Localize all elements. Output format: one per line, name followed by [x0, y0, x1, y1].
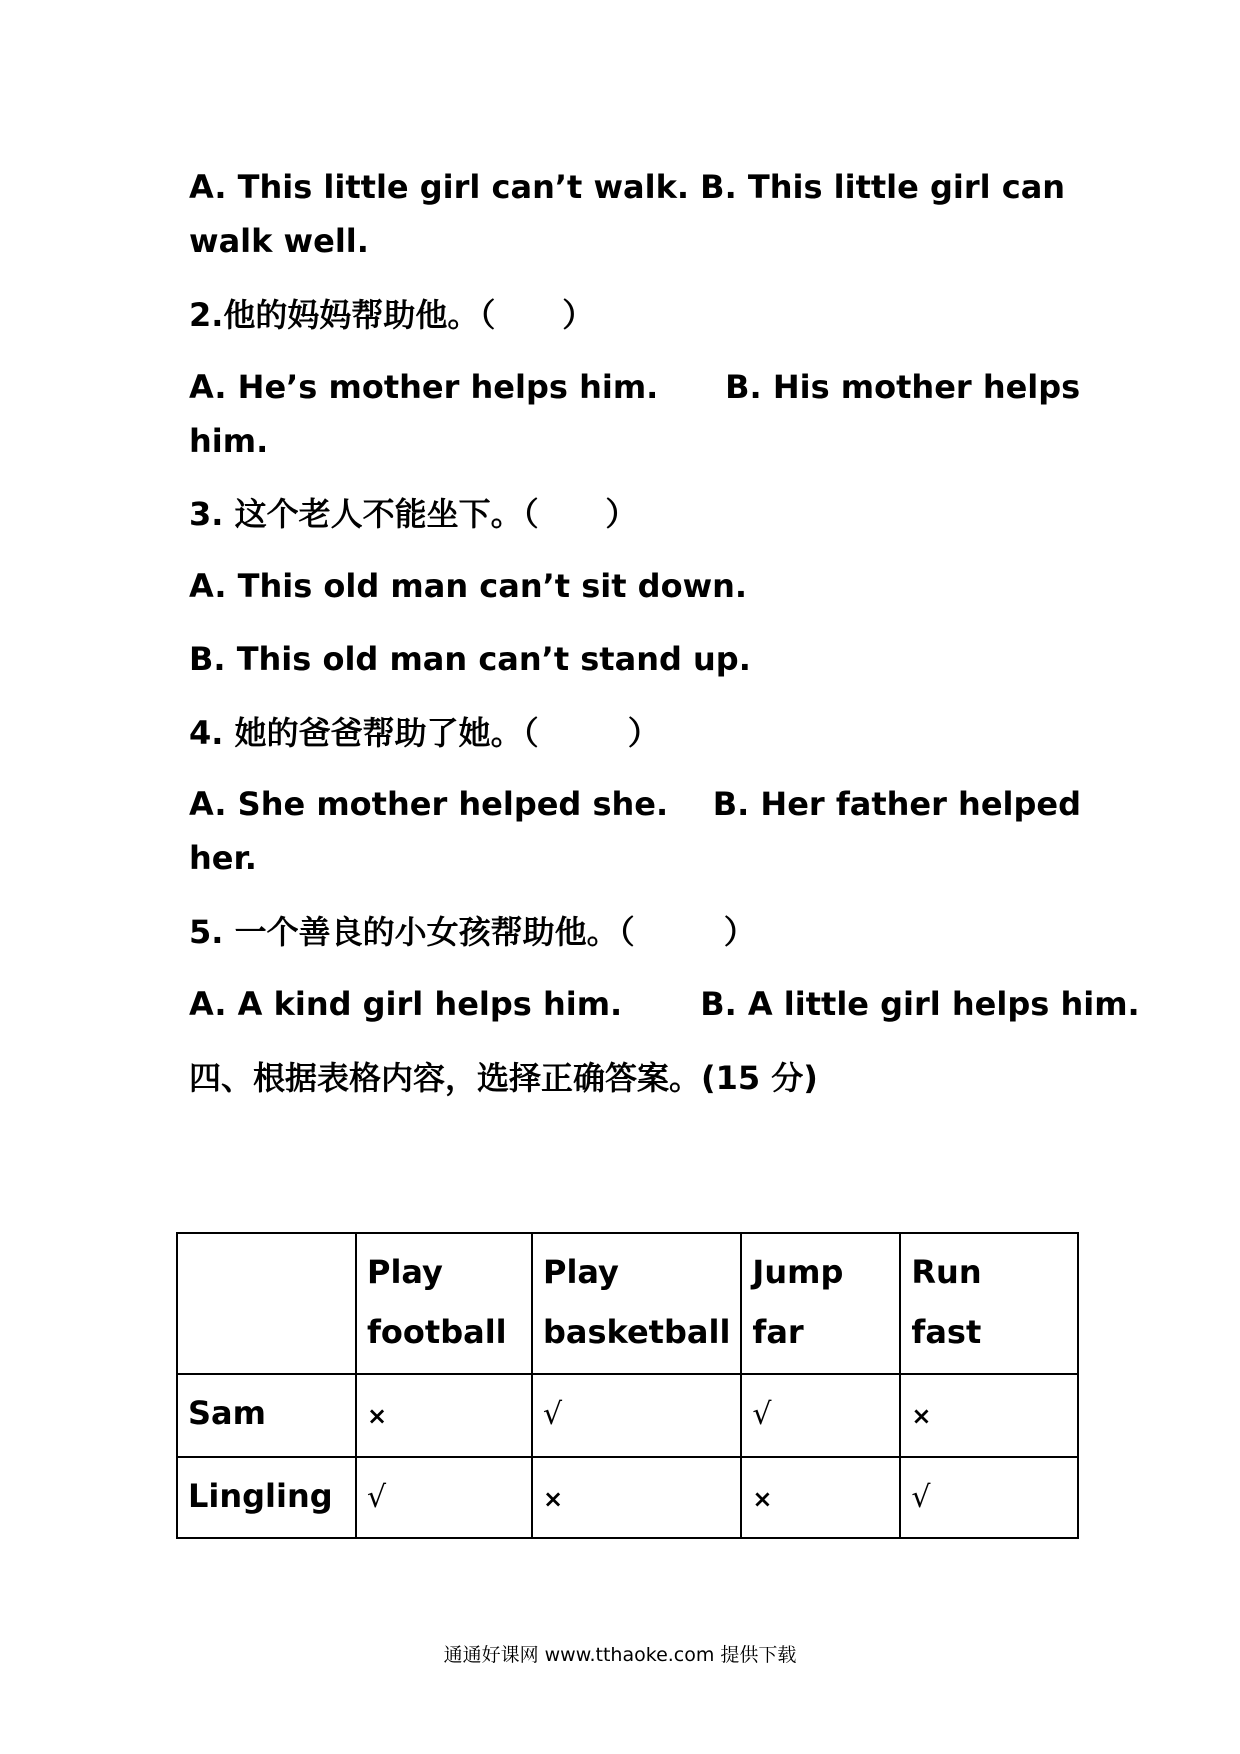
section-four-heading: 四、根据表格内容，选择正确答案。(15 分) — [189, 1059, 818, 1097]
table-row — [177, 1374, 1078, 1457]
q1-options-line-1: A. This little girl can’t walk. B. This little girl can — [189, 168, 1066, 206]
q4-options-line-1: A. She mother helped she. B. Her father helped — [189, 785, 1081, 823]
check-mark: √ — [367, 1480, 387, 1515]
check-mark: √ — [911, 1480, 931, 1515]
q4-options-line-2: her. — [189, 839, 257, 877]
q5-prompt: 5. 一个善良的小女孩帮助他。（ ） — [189, 913, 756, 951]
q3-option-a: A. This old man can’t sit down. — [189, 567, 748, 605]
q1-options-line-2: walk well. — [189, 222, 369, 260]
table-header-play-football: Play football — [356, 1233, 532, 1374]
row-name-sam: Sam — [177, 1374, 356, 1457]
table-header-play-basketball: Play basketball — [532, 1233, 741, 1374]
table-header-row — [177, 1233, 1078, 1374]
q3-option-b: B. This old man can’t stand up. — [189, 640, 751, 678]
activity-table — [176, 1232, 1079, 1539]
q2-options-line-1: A. He’s mother helps him. B. His mother helps — [189, 368, 1081, 406]
cross-mark: × — [752, 1485, 773, 1513]
q2-prompt: 2.他的妈妈帮助他。（ ） — [189, 296, 595, 334]
check-mark: √ — [752, 1397, 772, 1432]
q2-options-line-2: him. — [189, 422, 269, 460]
table-row — [177, 1457, 1078, 1538]
footer-source-note: 通通好课网 www.tthaoke.com 提供下载 — [443, 1644, 797, 1666]
q4-prompt: 4. 她的爸爸帮助了她。（ ） — [189, 714, 660, 752]
q5-options: A. A kind girl helps him. B. A little girl helps him. — [189, 985, 1140, 1023]
cross-mark: × — [543, 1485, 564, 1513]
q3-prompt: 3. 这个老人不能坐下。（ ） — [189, 495, 638, 533]
table-header-run-fast: Run fast — [900, 1233, 1078, 1374]
check-mark: √ — [543, 1397, 563, 1432]
table-header-empty — [177, 1233, 356, 1374]
cross-mark: × — [911, 1402, 932, 1430]
cross-mark: × — [367, 1402, 388, 1430]
table-header-jump-far: Jump far — [741, 1233, 900, 1374]
row-name-lingling: Lingling — [177, 1457, 356, 1538]
